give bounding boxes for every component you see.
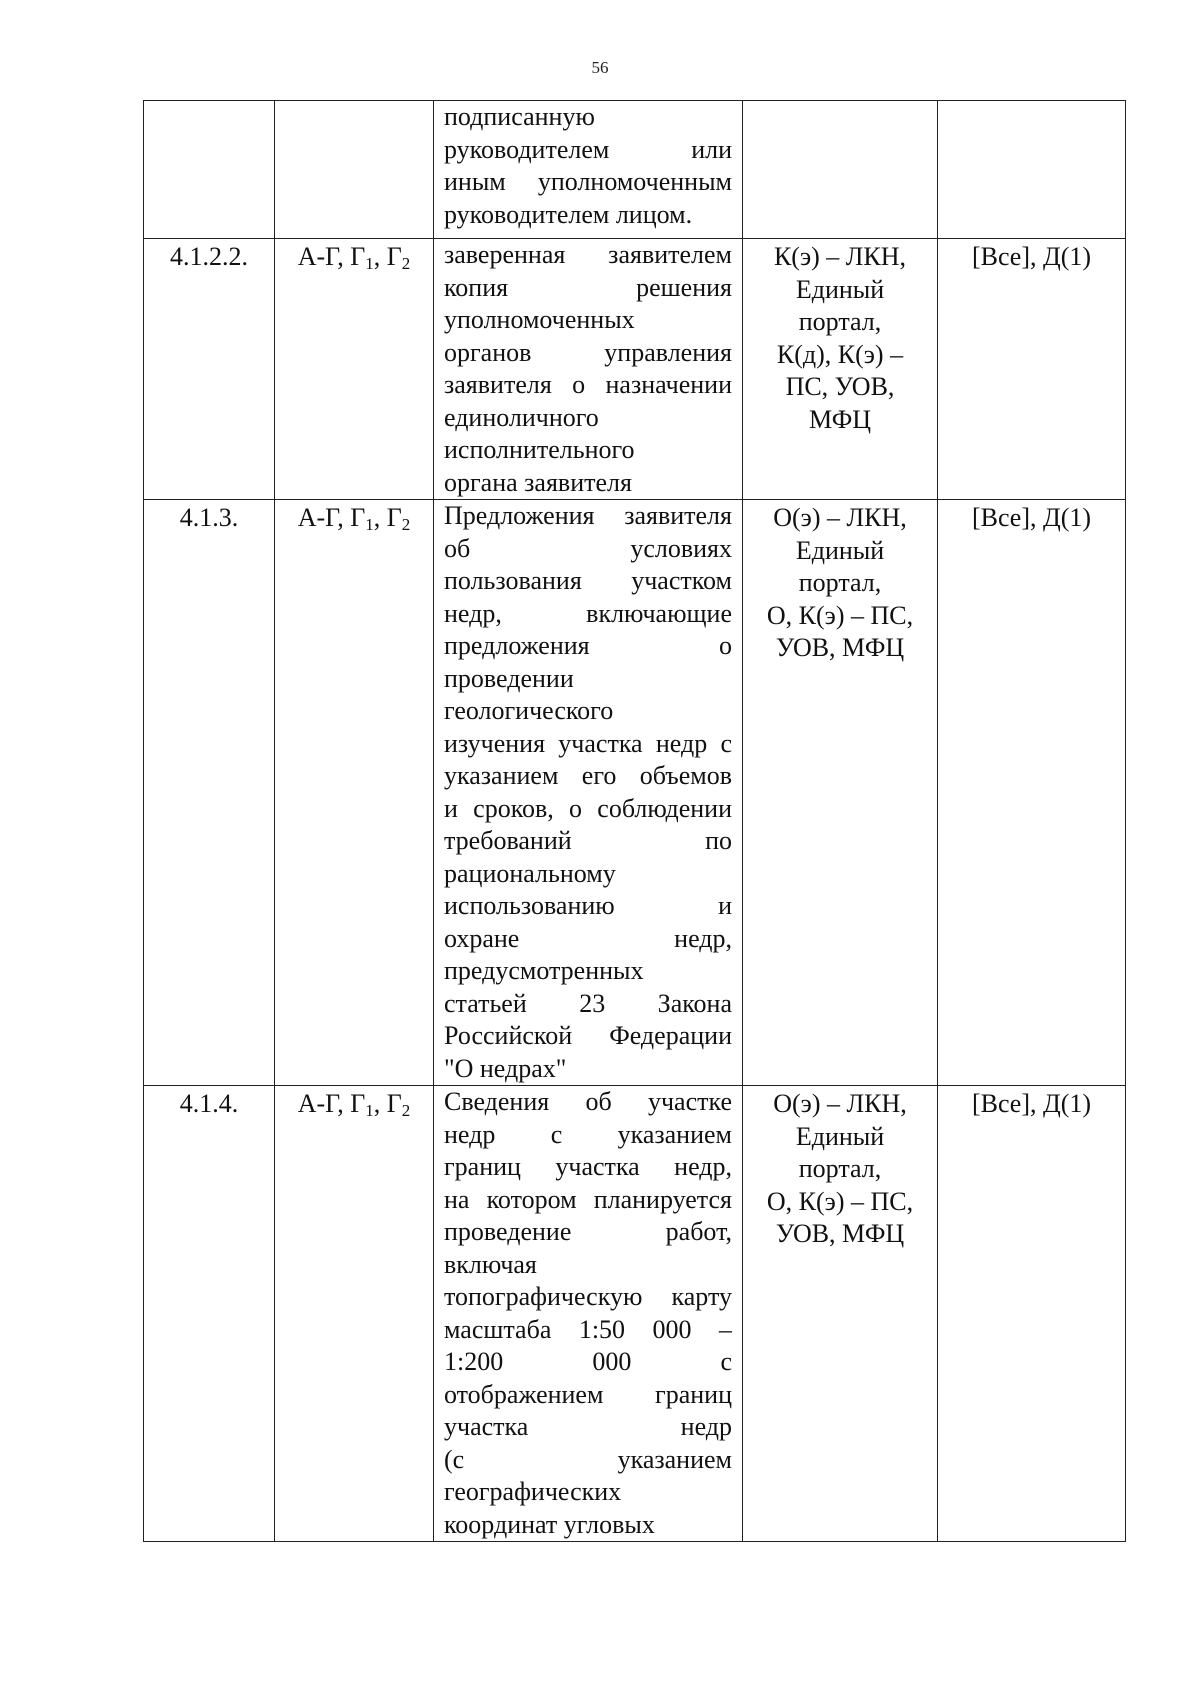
category-text: А-Г, Г	[297, 1089, 366, 1118]
description-line: уполномоченных	[444, 305, 635, 334]
category-text: А-Г, Г	[297, 503, 366, 532]
description-line: органов управления	[444, 337, 732, 367]
category-subscript: 1	[365, 515, 374, 534]
applicant-category-cell	[275, 500, 434, 1086]
category-text: , Г	[373, 242, 402, 271]
document-description-cell	[434, 239, 743, 500]
applicability-note: [Все], Д(1)	[971, 242, 1092, 271]
description-line: недр, включающие	[444, 598, 732, 628]
description-line: исполнительного	[444, 435, 635, 464]
description-line: использованию и	[444, 891, 732, 920]
submission-form-line: О(э) – ЛКН,	[773, 1089, 907, 1118]
submission-form-line: Единый	[795, 1121, 885, 1151]
requirements-table	[143, 100, 1126, 1542]
description-line: масштаба 1:50 000 –	[444, 1314, 732, 1344]
description-line: проведении	[444, 663, 574, 693]
description-line: Сведения об участке	[444, 1087, 732, 1116]
applicability-note: [Все], Д(1)	[971, 503, 1092, 532]
category-subscript: 2	[401, 254, 411, 273]
description-line: "О недрах"	[444, 1053, 567, 1083]
applicant-category	[298, 242, 411, 271]
description-line: проведение работ,	[444, 1217, 732, 1246]
page-number: 56	[591, 58, 609, 77]
submission-form-line: К(д), К(э) –	[776, 339, 904, 369]
description-line: границ участка недр,	[444, 1152, 732, 1181]
submission-form-cell	[743, 101, 938, 239]
submission-form-line: УОВ, МФЦ	[775, 1219, 905, 1248]
description-line: геологического	[444, 696, 614, 725]
description-line: единоличного	[444, 402, 599, 432]
item-number: 4.1.4.	[179, 1089, 239, 1118]
submission-form-line: портал,	[798, 1154, 882, 1183]
submission-form-line: О(э) – ЛКН,	[773, 503, 907, 532]
submission-form-line: О, К(э) – ПС,	[766, 1186, 914, 1216]
category-subscript: 2	[401, 515, 411, 534]
document-description-cell	[434, 101, 743, 239]
table-row	[144, 101, 1126, 239]
description-line: Российской Федерации	[444, 1021, 732, 1050]
description-line: недр с указанием	[444, 1119, 732, 1149]
document-description-cell	[434, 500, 743, 1086]
item-number-cell	[144, 500, 275, 1086]
applicability-note: [Все], Д(1)	[971, 1089, 1092, 1118]
category-text: А-Г, Г	[297, 242, 366, 271]
category-subscript: 1	[365, 254, 374, 273]
table-row	[144, 239, 1126, 500]
category-text: , Г	[373, 1089, 402, 1118]
description-line: предусмотренных	[444, 956, 644, 985]
category-text: , Г	[373, 503, 402, 532]
table-row	[144, 1086, 1126, 1542]
applicability-note-cell	[938, 500, 1126, 1086]
applicant-category-cell	[275, 239, 434, 500]
description-line: на котором планируется	[444, 1184, 732, 1214]
applicant-category	[298, 1089, 411, 1118]
item-number: 4.1.2.2.	[170, 242, 248, 271]
description-line: отображением границ	[444, 1379, 732, 1409]
applicant-category	[298, 503, 411, 532]
submission-form-line: МФЦ	[808, 404, 872, 434]
description-line: и сроков, о соблюдении	[444, 793, 732, 823]
category-subscript: 1	[365, 1101, 374, 1120]
description-line: рациональному	[444, 858, 616, 888]
description-line: топографическую карту	[444, 1282, 732, 1311]
description-line: включая	[444, 1249, 537, 1279]
description-line: об условиях	[444, 533, 732, 563]
description-line: (с указанием	[444, 1444, 732, 1474]
applicant-category-cell	[275, 101, 434, 239]
description-line: координат угловых	[444, 1509, 655, 1539]
submission-form-line: О, К(э) – ПС,	[766, 600, 914, 630]
description-line: копия решения	[444, 272, 732, 302]
description-line: изучения участка недр с	[444, 728, 732, 758]
description-line: географических	[444, 1477, 622, 1506]
description-line: статьей 23 Закона	[444, 988, 732, 1018]
applicability-note-cell	[938, 1086, 1126, 1542]
description-line: предложения о	[444, 631, 732, 660]
description-line: требований по	[444, 826, 732, 855]
category-subscript: 2	[401, 1101, 411, 1120]
description-line: заверенная заявителем	[444, 240, 732, 269]
submission-form-cell	[743, 500, 938, 1086]
description-line: пользования участком	[444, 566, 732, 595]
description-line: руководителем или	[444, 134, 732, 164]
description-line: Предложения заявителя	[444, 501, 732, 530]
item-number: 4.1.3.	[179, 503, 239, 532]
description-line: 1:200 000 с	[444, 1347, 732, 1376]
submission-form-cell	[743, 239, 938, 500]
description-line: заявителя о назначении	[444, 370, 732, 399]
applicability-note-cell	[938, 101, 1126, 239]
applicability-note-cell	[938, 239, 1126, 500]
description-line: охране недр,	[444, 923, 732, 953]
description-line: подписанную	[444, 102, 595, 131]
table-row	[144, 500, 1126, 1086]
submission-form-line: портал,	[798, 568, 882, 597]
submission-form-cell	[743, 1086, 938, 1542]
description-line: участка недр	[444, 1412, 732, 1441]
document-description-cell	[434, 1086, 743, 1542]
item-number-cell	[144, 239, 275, 500]
applicant-category-cell	[275, 1086, 434, 1542]
submission-form-line: портал,	[798, 307, 882, 336]
submission-form-line: К(э) – ЛКН,	[773, 242, 907, 271]
submission-form-line: Единый	[795, 535, 885, 565]
description-line: иным уполномоченным	[444, 167, 732, 196]
description-line: указанием его объемов	[444, 761, 732, 790]
description-line: органа заявителя	[444, 467, 632, 497]
description-line: руководителем лицом.	[444, 199, 693, 229]
item-number-cell	[144, 101, 275, 239]
submission-form-line: Единый	[795, 274, 885, 304]
submission-form-line: ПС, УОВ,	[785, 372, 895, 401]
submission-form-line: УОВ, МФЦ	[775, 633, 905, 662]
item-number-cell	[144, 1086, 275, 1542]
